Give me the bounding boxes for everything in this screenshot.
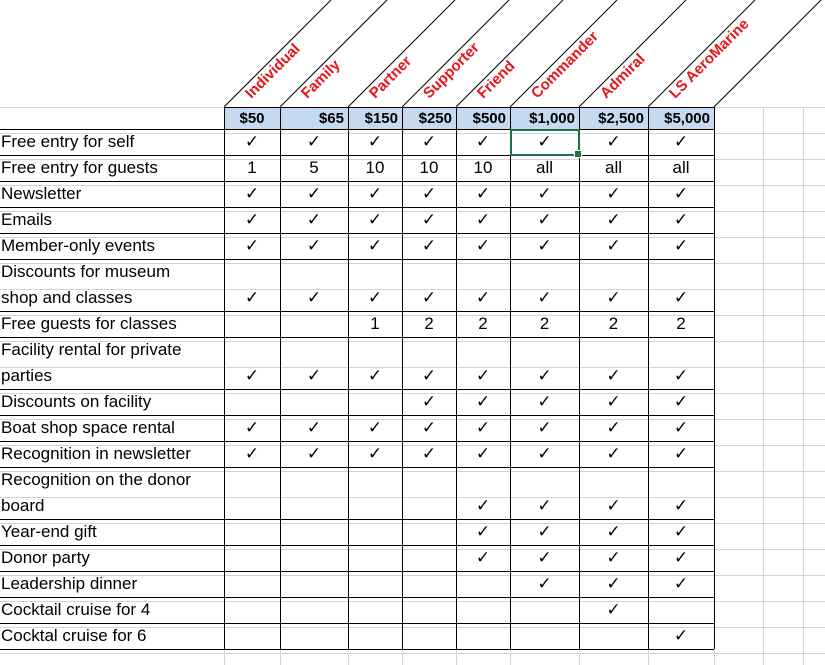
- benefit-label[interactable]: Free guests for classes: [1, 314, 177, 333]
- benefit-value[interactable]: [402, 597, 456, 623]
- tier-header: Individual: [241, 40, 304, 102]
- tier-header: Partner: [365, 52, 416, 102]
- benefit-value[interactable]: [280, 545, 348, 571]
- benefit-check[interactable]: ✓: [475, 184, 491, 203]
- benefit-check[interactable]: ✓: [673, 496, 689, 515]
- benefit-check[interactable]: ✓: [421, 444, 437, 463]
- benefit-value[interactable]: 2: [424, 314, 434, 333]
- benefit-check[interactable]: ✓: [673, 574, 689, 593]
- benefit-value[interactable]: 1: [370, 314, 380, 333]
- benefit-value[interactable]: [224, 519, 280, 545]
- tier-header: Admiral: [596, 50, 649, 102]
- benefit-check[interactable]: ✓: [673, 366, 689, 385]
- benefit-check[interactable]: ✓: [673, 184, 689, 203]
- benefit-check[interactable]: ✓: [421, 236, 437, 255]
- benefit-value[interactable]: [402, 493, 456, 519]
- benefit-check[interactable]: ✓: [673, 418, 689, 437]
- benefit-check[interactable]: ✓: [537, 288, 552, 307]
- benefit-check[interactable]: ✓: [475, 210, 491, 229]
- benefit-check[interactable]: ✓: [606, 496, 621, 515]
- tier-header: Friend: [473, 57, 519, 102]
- benefit-check[interactable]: ✓: [475, 132, 491, 151]
- benefit-check[interactable]: ✓: [421, 184, 437, 203]
- benefit-check[interactable]: ✓: [673, 236, 689, 255]
- benefit-check[interactable]: ✓: [537, 392, 552, 411]
- benefit-check[interactable]: ✓: [244, 366, 260, 385]
- benefit-check[interactable]: ✓: [475, 288, 491, 307]
- benefit-check[interactable]: ✓: [475, 548, 491, 567]
- benefit-check[interactable]: ✓: [673, 288, 689, 307]
- benefit-check[interactable]: ✓: [306, 444, 322, 463]
- tier-price[interactable]: $150: [364, 109, 398, 127]
- benefit-check[interactable]: ✓: [306, 236, 322, 255]
- grid-line: [714, 0, 821, 107]
- benefit-value[interactable]: [402, 545, 456, 571]
- benefit-check[interactable]: ✓: [244, 418, 260, 437]
- benefit-label[interactable]: Free entry for self: [1, 132, 135, 151]
- benefit-value[interactable]: [648, 597, 714, 623]
- benefit-value[interactable]: [348, 493, 402, 519]
- benefit-value[interactable]: all: [535, 158, 553, 177]
- benefit-check[interactable]: ✓: [421, 418, 437, 437]
- benefit-check[interactable]: ✓: [475, 522, 491, 541]
- benefit-value[interactable]: 10: [419, 158, 439, 177]
- benefit-check[interactable]: ✓: [537, 548, 552, 567]
- benefit-value[interactable]: 2: [676, 314, 686, 333]
- benefit-check[interactable]: ✓: [673, 392, 689, 411]
- benefit-check[interactable]: ✓: [244, 236, 260, 255]
- benefit-check[interactable]: ✓: [421, 288, 437, 307]
- benefit-check[interactable]: ✓: [475, 236, 491, 255]
- benefit-check[interactable]: ✓: [606, 444, 621, 463]
- benefit-label[interactable]: Free entry for guests: [1, 158, 158, 177]
- benefit-check[interactable]: ✓: [475, 496, 491, 515]
- benefit-value[interactable]: [224, 545, 280, 571]
- benefit-value[interactable]: [510, 597, 579, 623]
- tier-header: Family: [297, 56, 344, 102]
- benefit-value[interactable]: [224, 623, 280, 649]
- benefit-value[interactable]: [280, 597, 348, 623]
- benefit-value[interactable]: [224, 493, 280, 519]
- benefit-label[interactable]: Boat shop space rental: [1, 418, 175, 437]
- benefit-value[interactable]: all: [672, 158, 690, 177]
- benefit-value[interactable]: [456, 571, 510, 597]
- benefit-check[interactable]: ✓: [673, 132, 689, 151]
- benefit-value[interactable]: [224, 597, 280, 623]
- benefit-value[interactable]: [579, 623, 648, 649]
- benefit-value[interactable]: [348, 519, 402, 545]
- benefit-label[interactable]: Newsletter: [1, 184, 82, 203]
- benefit-label[interactable]: Discounts for museum: [1, 262, 171, 281]
- benefit-value[interactable]: [280, 493, 348, 519]
- benefit-check[interactable]: ✓: [537, 366, 552, 385]
- benefit-value[interactable]: [224, 311, 280, 337]
- benefit-check[interactable]: ✓: [673, 522, 689, 541]
- benefit-check[interactable]: ✓: [421, 210, 437, 229]
- benefit-label[interactable]: Emails: [1, 210, 53, 229]
- benefit-check[interactable]: ✓: [606, 288, 621, 307]
- benefit-check[interactable]: ✓: [606, 210, 621, 229]
- benefit-label[interactable]: Member-only events: [1, 236, 156, 255]
- benefit-check[interactable]: ✓: [306, 418, 322, 437]
- benefit-value[interactable]: all: [604, 158, 622, 177]
- benefit-check[interactable]: ✓: [244, 210, 260, 229]
- benefit-value[interactable]: [348, 623, 402, 649]
- benefit-label[interactable]: Leadership dinner: [1, 574, 138, 593]
- tier-header: LS AeroMarine: [665, 15, 753, 103]
- benefit-check[interactable]: ✓: [606, 132, 621, 151]
- benefit-check[interactable]: ✓: [537, 444, 552, 463]
- benefit-value[interactable]: [348, 597, 402, 623]
- benefit-check[interactable]: ✓: [537, 522, 552, 541]
- benefit-check[interactable]: ✓: [367, 132, 383, 151]
- benefit-value[interactable]: 10: [365, 158, 385, 177]
- benefit-label[interactable]: Discounts on facility: [1, 392, 152, 411]
- benefit-check[interactable]: ✓: [475, 444, 491, 463]
- benefit-label[interactable]: Recognition on the donor: [1, 470, 191, 489]
- benefit-value[interactable]: [402, 571, 456, 597]
- tier-price[interactable]: $5,000: [664, 109, 710, 127]
- benefit-check[interactable]: ✓: [367, 444, 383, 463]
- benefit-value[interactable]: [402, 519, 456, 545]
- benefit-value[interactable]: [280, 311, 348, 337]
- tier-price[interactable]: $65: [318, 109, 344, 127]
- benefit-check[interactable]: ✓: [606, 392, 621, 411]
- benefit-check[interactable]: ✓: [367, 210, 383, 229]
- benefit-check[interactable]: ✓: [306, 210, 322, 229]
- tier-price[interactable]: $500: [472, 109, 506, 127]
- benefit-value[interactable]: [402, 623, 456, 649]
- benefit-check[interactable]: ✓: [537, 184, 552, 203]
- benefit-check[interactable]: ✓: [475, 392, 491, 411]
- benefit-value[interactable]: 2: [539, 314, 550, 333]
- benefit-label[interactable]: parties: [1, 366, 53, 385]
- benefit-check[interactable]: ✓: [244, 444, 260, 463]
- benefit-check[interactable]: ✓: [537, 132, 552, 151]
- benefit-check[interactable]: ✓: [244, 288, 260, 307]
- benefit-value[interactable]: [280, 571, 348, 597]
- benefit-check[interactable]: ✓: [606, 184, 621, 203]
- benefit-check[interactable]: ✓: [367, 288, 383, 307]
- benefit-check[interactable]: ✓: [606, 574, 621, 593]
- benefit-check[interactable]: ✓: [606, 548, 621, 567]
- benefit-check[interactable]: ✓: [244, 132, 260, 151]
- benefit-value[interactable]: [280, 519, 348, 545]
- benefit-label[interactable]: Donor party: [1, 548, 90, 567]
- benefit-label[interactable]: Cocktail cruise for 4: [1, 600, 151, 619]
- benefit-check[interactable]: ✓: [537, 496, 552, 515]
- benefit-check[interactable]: ✓: [606, 522, 621, 541]
- tier-header: Commander: [527, 28, 602, 103]
- benefit-check[interactable]: ✓: [367, 418, 383, 437]
- benefit-check[interactable]: ✓: [606, 600, 621, 619]
- benefit-value[interactable]: [456, 623, 510, 649]
- benefit-check[interactable]: ✓: [421, 366, 437, 385]
- benefit-label[interactable]: board: [1, 496, 45, 515]
- benefit-check[interactable]: ✓: [244, 184, 260, 203]
- benefit-check[interactable]: ✓: [475, 418, 491, 437]
- benefit-check[interactable]: ✓: [673, 444, 689, 463]
- benefit-label[interactable]: Recognition in newsletter: [1, 444, 191, 463]
- benefit-check[interactable]: ✓: [673, 210, 689, 229]
- benefit-check[interactable]: ✓: [475, 366, 491, 385]
- benefit-value[interactable]: 1: [247, 158, 257, 177]
- benefit-check[interactable]: ✓: [306, 184, 322, 203]
- benefit-check[interactable]: ✓: [606, 418, 621, 437]
- benefit-check[interactable]: ✓: [537, 210, 552, 229]
- benefit-value[interactable]: [348, 545, 402, 571]
- tier-header: Supporter: [419, 39, 483, 102]
- benefit-value[interactable]: [348, 571, 402, 597]
- benefit-check[interactable]: ✓: [421, 132, 437, 151]
- benefit-value[interactable]: [510, 623, 579, 649]
- benefit-value[interactable]: [456, 597, 510, 623]
- benefit-label[interactable]: Facility rental for private: [1, 340, 182, 359]
- benefit-label[interactable]: Cocktal cruise for 6: [1, 626, 147, 645]
- benefit-value[interactable]: [224, 389, 280, 415]
- benefit-check[interactable]: ✓: [306, 288, 322, 307]
- benefit-check[interactable]: ✓: [367, 366, 383, 385]
- benefit-check[interactable]: ✓: [537, 418, 552, 437]
- benefit-value[interactable]: 2: [478, 314, 488, 333]
- tier-price[interactable]: $50: [239, 109, 265, 127]
- benefit-check[interactable]: ✓: [421, 392, 437, 411]
- benefit-check[interactable]: ✓: [537, 574, 552, 593]
- benefit-check[interactable]: ✓: [537, 236, 552, 255]
- tier-price[interactable]: $1,000: [529, 109, 575, 127]
- benefit-value[interactable]: [224, 571, 280, 597]
- benefit-check[interactable]: ✓: [606, 236, 621, 255]
- benefit-value[interactable]: 10: [473, 158, 493, 177]
- benefit-value[interactable]: [280, 623, 348, 649]
- benefit-value[interactable]: 5: [309, 158, 319, 177]
- benefit-check[interactable]: ✓: [306, 366, 322, 385]
- benefit-check[interactable]: ✓: [673, 548, 689, 567]
- tier-price[interactable]: $250: [418, 109, 452, 127]
- benefit-check[interactable]: ✓: [673, 626, 689, 645]
- benefit-value[interactable]: [280, 389, 348, 415]
- benefit-check[interactable]: ✓: [606, 366, 621, 385]
- benefit-check[interactable]: ✓: [367, 184, 383, 203]
- benefit-value[interactable]: [348, 389, 402, 415]
- tier-price[interactable]: $2,500: [598, 109, 644, 127]
- benefit-label[interactable]: Year-end gift: [1, 522, 97, 541]
- benefit-check[interactable]: ✓: [306, 132, 322, 151]
- benefit-value[interactable]: 2: [608, 314, 619, 333]
- benefit-check[interactable]: ✓: [367, 236, 383, 255]
- benefit-label[interactable]: shop and classes: [1, 288, 133, 307]
